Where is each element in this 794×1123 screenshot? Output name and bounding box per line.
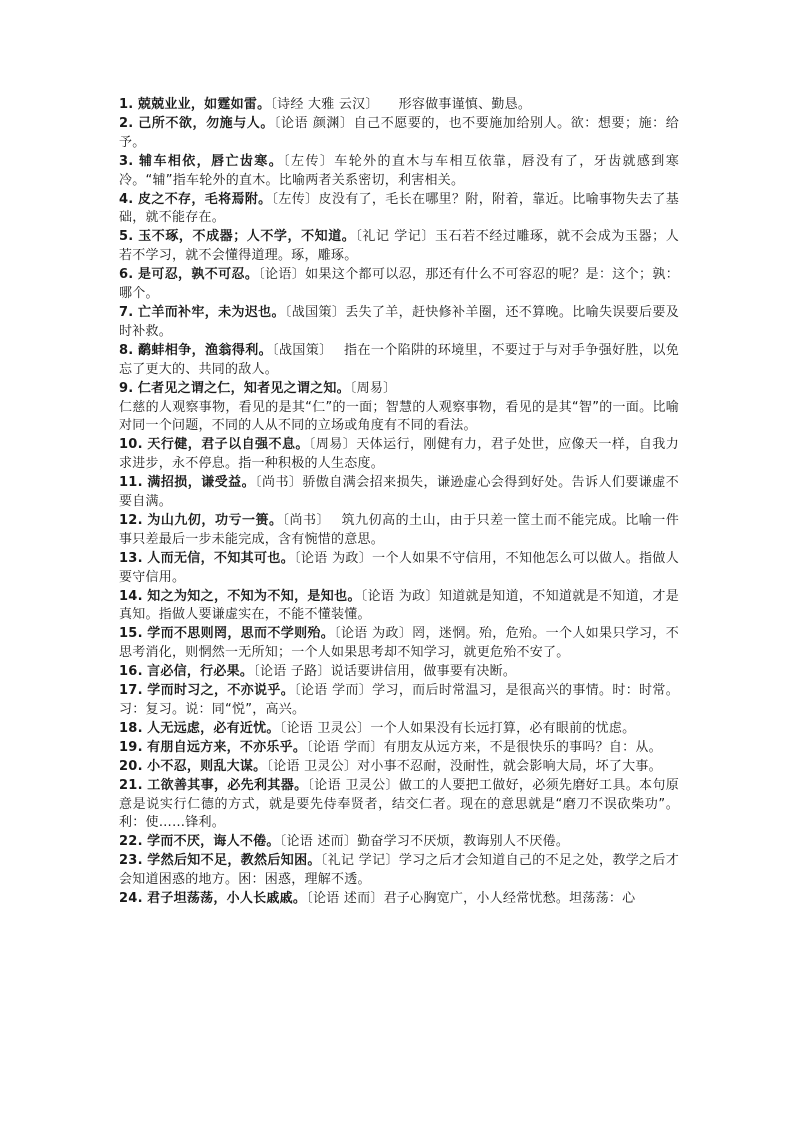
entry-number: 19. <box>119 739 143 755</box>
entry-21 <box>119 777 679 834</box>
entry-source: 〔左传〕 <box>271 191 319 207</box>
entry-headword: 仁者见之谓之仁，知者见之谓之知。 <box>137 380 350 396</box>
entry-explanation: 说话要讲信用，做事要有决断。 <box>330 664 517 680</box>
entry-explanation: 天体运行，刚健有力，君子处世，应像天一样，自我力求进步，永不停息。指一种积极的人生态度。 <box>119 437 679 472</box>
entry-source: 〔诗经 大雅 云汉〕 <box>270 97 373 112</box>
entry-number: 15. <box>119 626 143 642</box>
entry-explanation: 丢失了羊，赶快修补羊圈，还不算晚。比喻失误要后要及时补救。 <box>119 304 679 339</box>
entry-headword: 辅车相依，唇亡齿寒。 <box>139 153 284 169</box>
entry-explanation: 自己不愿要的，也不要施加给别人。欲：想要；施：给予。 <box>119 115 679 150</box>
entry-explanation: 指在一个陷阱的环境里，不要过于与对手争强好胜，以免忘了更大的、共同的敌人。 <box>119 342 679 377</box>
entry-4 <box>119 191 679 229</box>
entry-headword: 言必信，行必果。 <box>147 664 254 680</box>
entry-9 <box>119 380 679 437</box>
entry-18 <box>119 720 679 739</box>
entry-14 <box>119 588 679 626</box>
entry-source: 〔论语 述而〕 <box>306 891 384 907</box>
entry-source: 〔论语 卫灵公〕 <box>279 720 371 736</box>
entry-number: 6. <box>119 267 134 283</box>
entry-explanation: 君子心胸宽广，小人经常忧愁。坦荡荡：心 <box>383 891 636 907</box>
entry-10 <box>119 436 679 474</box>
entry-headword: 小不忍，则乱大谋。 <box>147 758 267 774</box>
entry-number: 8. <box>119 342 134 358</box>
entry-number: 14. <box>119 588 143 604</box>
entry-number: 21. <box>119 777 143 793</box>
entry-20 <box>119 758 679 777</box>
entry-source: 〔论语 为政〕 <box>294 550 373 566</box>
entry-explanation: 仁慈的人观察事物，看见的是其“仁”的一面；智慧的人观察事物，看见的是其“智”的一面。比喻对同一个问题，不同的人从不同的立场或角度有不同的看法。 <box>119 399 679 434</box>
entry-number: 3. <box>119 153 134 169</box>
entry-source: 〔礼记 学记〕 <box>355 229 435 245</box>
entry-headword: 玉不琢，不成器；人不学，不知道。 <box>138 229 356 245</box>
entry-22 <box>119 833 679 852</box>
entry-headword: 人无远虑，必有近忧。 <box>147 720 280 736</box>
entry-number: 18. <box>119 720 143 736</box>
entry-number: 11. <box>119 475 143 491</box>
entry-explanation: 一个人如果不守信用，不知他怎么可以做人。指做人要守信用。 <box>119 550 679 585</box>
entry-explanation: 知道就是知道，不知道就是不知道，才是真知。指做人要谦虚实在，不能不懂装懂。 <box>119 588 679 623</box>
entry-headword: 知之为知之，不知为不知，是知也。 <box>147 588 361 604</box>
entry-15 <box>119 625 679 663</box>
entry-number: 10. <box>119 437 143 453</box>
entry-source: 〔论语 学而〕 <box>306 739 384 755</box>
entry-explanation: 有朋友从远方来，不是很快乐的事吗？自：从。 <box>383 739 662 755</box>
entry-number: 20. <box>119 758 143 774</box>
entry-source: 〔论语 卫灵公〕 <box>307 777 399 793</box>
entry-explanation: 形容做事谨慎、勤恳。 <box>372 97 532 112</box>
entry-source: 〔战国策〕 <box>272 342 327 358</box>
entry-headword: 天行健，君子以自强不息。 <box>147 437 309 453</box>
entry-23 <box>119 852 679 890</box>
entry-source: 〔论语 学而〕 <box>294 683 373 699</box>
entry-source: 〔论语 为政〕 <box>360 588 439 604</box>
entry-headword: 学而时习之，不亦说乎。 <box>147 683 295 699</box>
entry-explanation: 罔，迷惘。殆，危殆。一个人如果只学习，不思考消化，则惘然一无所知；一个人如果思考却不知学习，就更危殆不安了。 <box>119 626 679 661</box>
entry-explanation: 做工的人要把工做好，必须先磨好工具。本句原意是说实行仁德的方式，就是要先侍奉贤者，结交仁者。现在的意思就是“磨刀不误砍柴功”。利：使……锋利。 <box>119 777 679 831</box>
entry-source: 〔尚书〕 <box>255 475 303 491</box>
entry-source: 〔战国策〕 <box>284 304 346 320</box>
entry-source: 〔论语 述而〕 <box>279 834 358 850</box>
entry-headword: 人而无信，不知其可也。 <box>147 550 295 566</box>
entry-number: 1. <box>119 97 134 112</box>
entry-headword: 君子坦荡荡，小人长戚戚。 <box>147 891 307 907</box>
entry-headword: 学而不厌，诲人不倦。 <box>147 834 280 850</box>
entry-number: 23. <box>119 853 143 869</box>
entry-number: 12. <box>119 512 143 528</box>
entry-11 <box>119 474 679 512</box>
entry-number: 5. <box>119 229 134 245</box>
document-body <box>119 96 679 909</box>
entry-headword: 兢兢业业，如霆如雷。 <box>137 97 271 112</box>
entry-number: 2. <box>119 115 134 131</box>
entry-headword: 亡羊而补牢，未为迟也。 <box>137 304 285 320</box>
entry-source: 〔论语〕 <box>258 267 306 283</box>
entry-explanation: 一个人如果没有长远打算，必有眼前的忧虑。 <box>370 720 636 736</box>
entry-source: 〔礼记 学记〕 <box>320 853 399 869</box>
entry-headword: 工欲善其事，必先利其器。 <box>147 777 308 793</box>
entry-2 <box>119 115 679 153</box>
entry-19 <box>119 739 679 758</box>
entry-number: 13. <box>119 550 143 566</box>
entry-headword: 学而不思则罔，思而不学则殆。 <box>147 626 335 642</box>
entry-explanation: 勤奋学习不厌烦，教诲别人不厌倦。 <box>357 834 570 850</box>
entry-17 <box>119 682 679 720</box>
entry-explanation: 学习之后才会知道自己的不足之处，教学之后才会知道困惑的地方。困：困惑，理解不透。 <box>119 853 679 888</box>
entry-source: 〔尚书〕 <box>282 512 324 528</box>
entry-explanation: 皮没有了，毛长在哪里？附，附着，靠近。比喻事物失去了基础，就不能存在。 <box>119 191 679 226</box>
entry-source: 〔论语 颜渊〕 <box>273 115 354 131</box>
entry-explanation: 学习，而后时常温习，是很高兴的事情。时：时常。习：复习。说：同“悦”，高兴。 <box>119 683 679 717</box>
entry-16 <box>119 663 679 682</box>
entry-headword: 己所不欲，勿施与人。 <box>138 115 274 131</box>
entry-number: 4. <box>119 191 134 207</box>
entry-7 <box>119 304 679 342</box>
entry-5 <box>119 228 679 266</box>
entry-number: 7. <box>119 304 134 320</box>
entry-24 <box>119 890 679 909</box>
entry-13 <box>119 550 679 588</box>
entry-explanation: 骄傲自满会招来损失，谦逊虚心会得到好处。告诉人们要谦虚不要自满。 <box>119 475 679 510</box>
entry-6 <box>119 266 679 304</box>
entry-source: 〔论语 为政〕 <box>334 626 413 642</box>
entry-explanation: 对小事不忍耐，没耐性，就会影响大局，坏了大事。 <box>357 758 662 774</box>
entry-8 <box>119 342 679 380</box>
entry-source: 〔论语 子路〕 <box>253 664 331 680</box>
entry-3 <box>119 153 679 191</box>
entry-explanation: 如果这个都可以忍，那还有什么不可容忍的呢？是：这个；孰：哪个。 <box>119 267 679 302</box>
entry-12 <box>119 512 679 550</box>
entry-number: 16. <box>119 664 143 680</box>
entry-headword: 是可忍，孰不可忍。 <box>137 267 259 283</box>
entry-source: 〔周易〕 <box>308 437 357 453</box>
entry-1 <box>119 96 679 115</box>
entry-explanation: 玉石若不经过雕琢，就不会成为玉器；人若不学习，就不会懂得道理。琢，雕琢。 <box>119 229 679 264</box>
entry-headword: 为山九仞，功亏一篑。 <box>147 512 283 528</box>
entry-headword: 皮之不存，毛将焉附。 <box>137 191 272 207</box>
entry-headword: 有朋自远方来，不亦乐乎。 <box>147 739 307 755</box>
entry-number: 22. <box>119 834 143 850</box>
entry-headword: 满招损，谦受益。 <box>147 475 256 491</box>
entry-source: 〔周易〕 <box>349 380 397 396</box>
entry-explanation: 车轮外的直木与车相互依靠，唇没有了，牙齿就感到寒冷。“辅”指车轮外的直木。比喻两者关系密切，利害相关。 <box>119 153 679 188</box>
entry-source: 〔左传〕 <box>283 153 335 169</box>
entry-headword: 鹬蚌相争，渔翁得利。 <box>138 342 273 358</box>
entry-number: 17. <box>119 683 143 699</box>
entry-explanation: 筑九仞高的土山，由于只差一筐土而不能完成。比喻一件事只差最后一步未能完成，含有惋惜的意思。 <box>119 512 679 547</box>
entry-number: 24. <box>119 891 143 907</box>
entry-headword: 学然后知不足，教然后知困。 <box>147 853 321 869</box>
entry-number: 9. <box>119 380 134 396</box>
entry-source: 〔论语 卫灵公〕 <box>266 758 358 774</box>
